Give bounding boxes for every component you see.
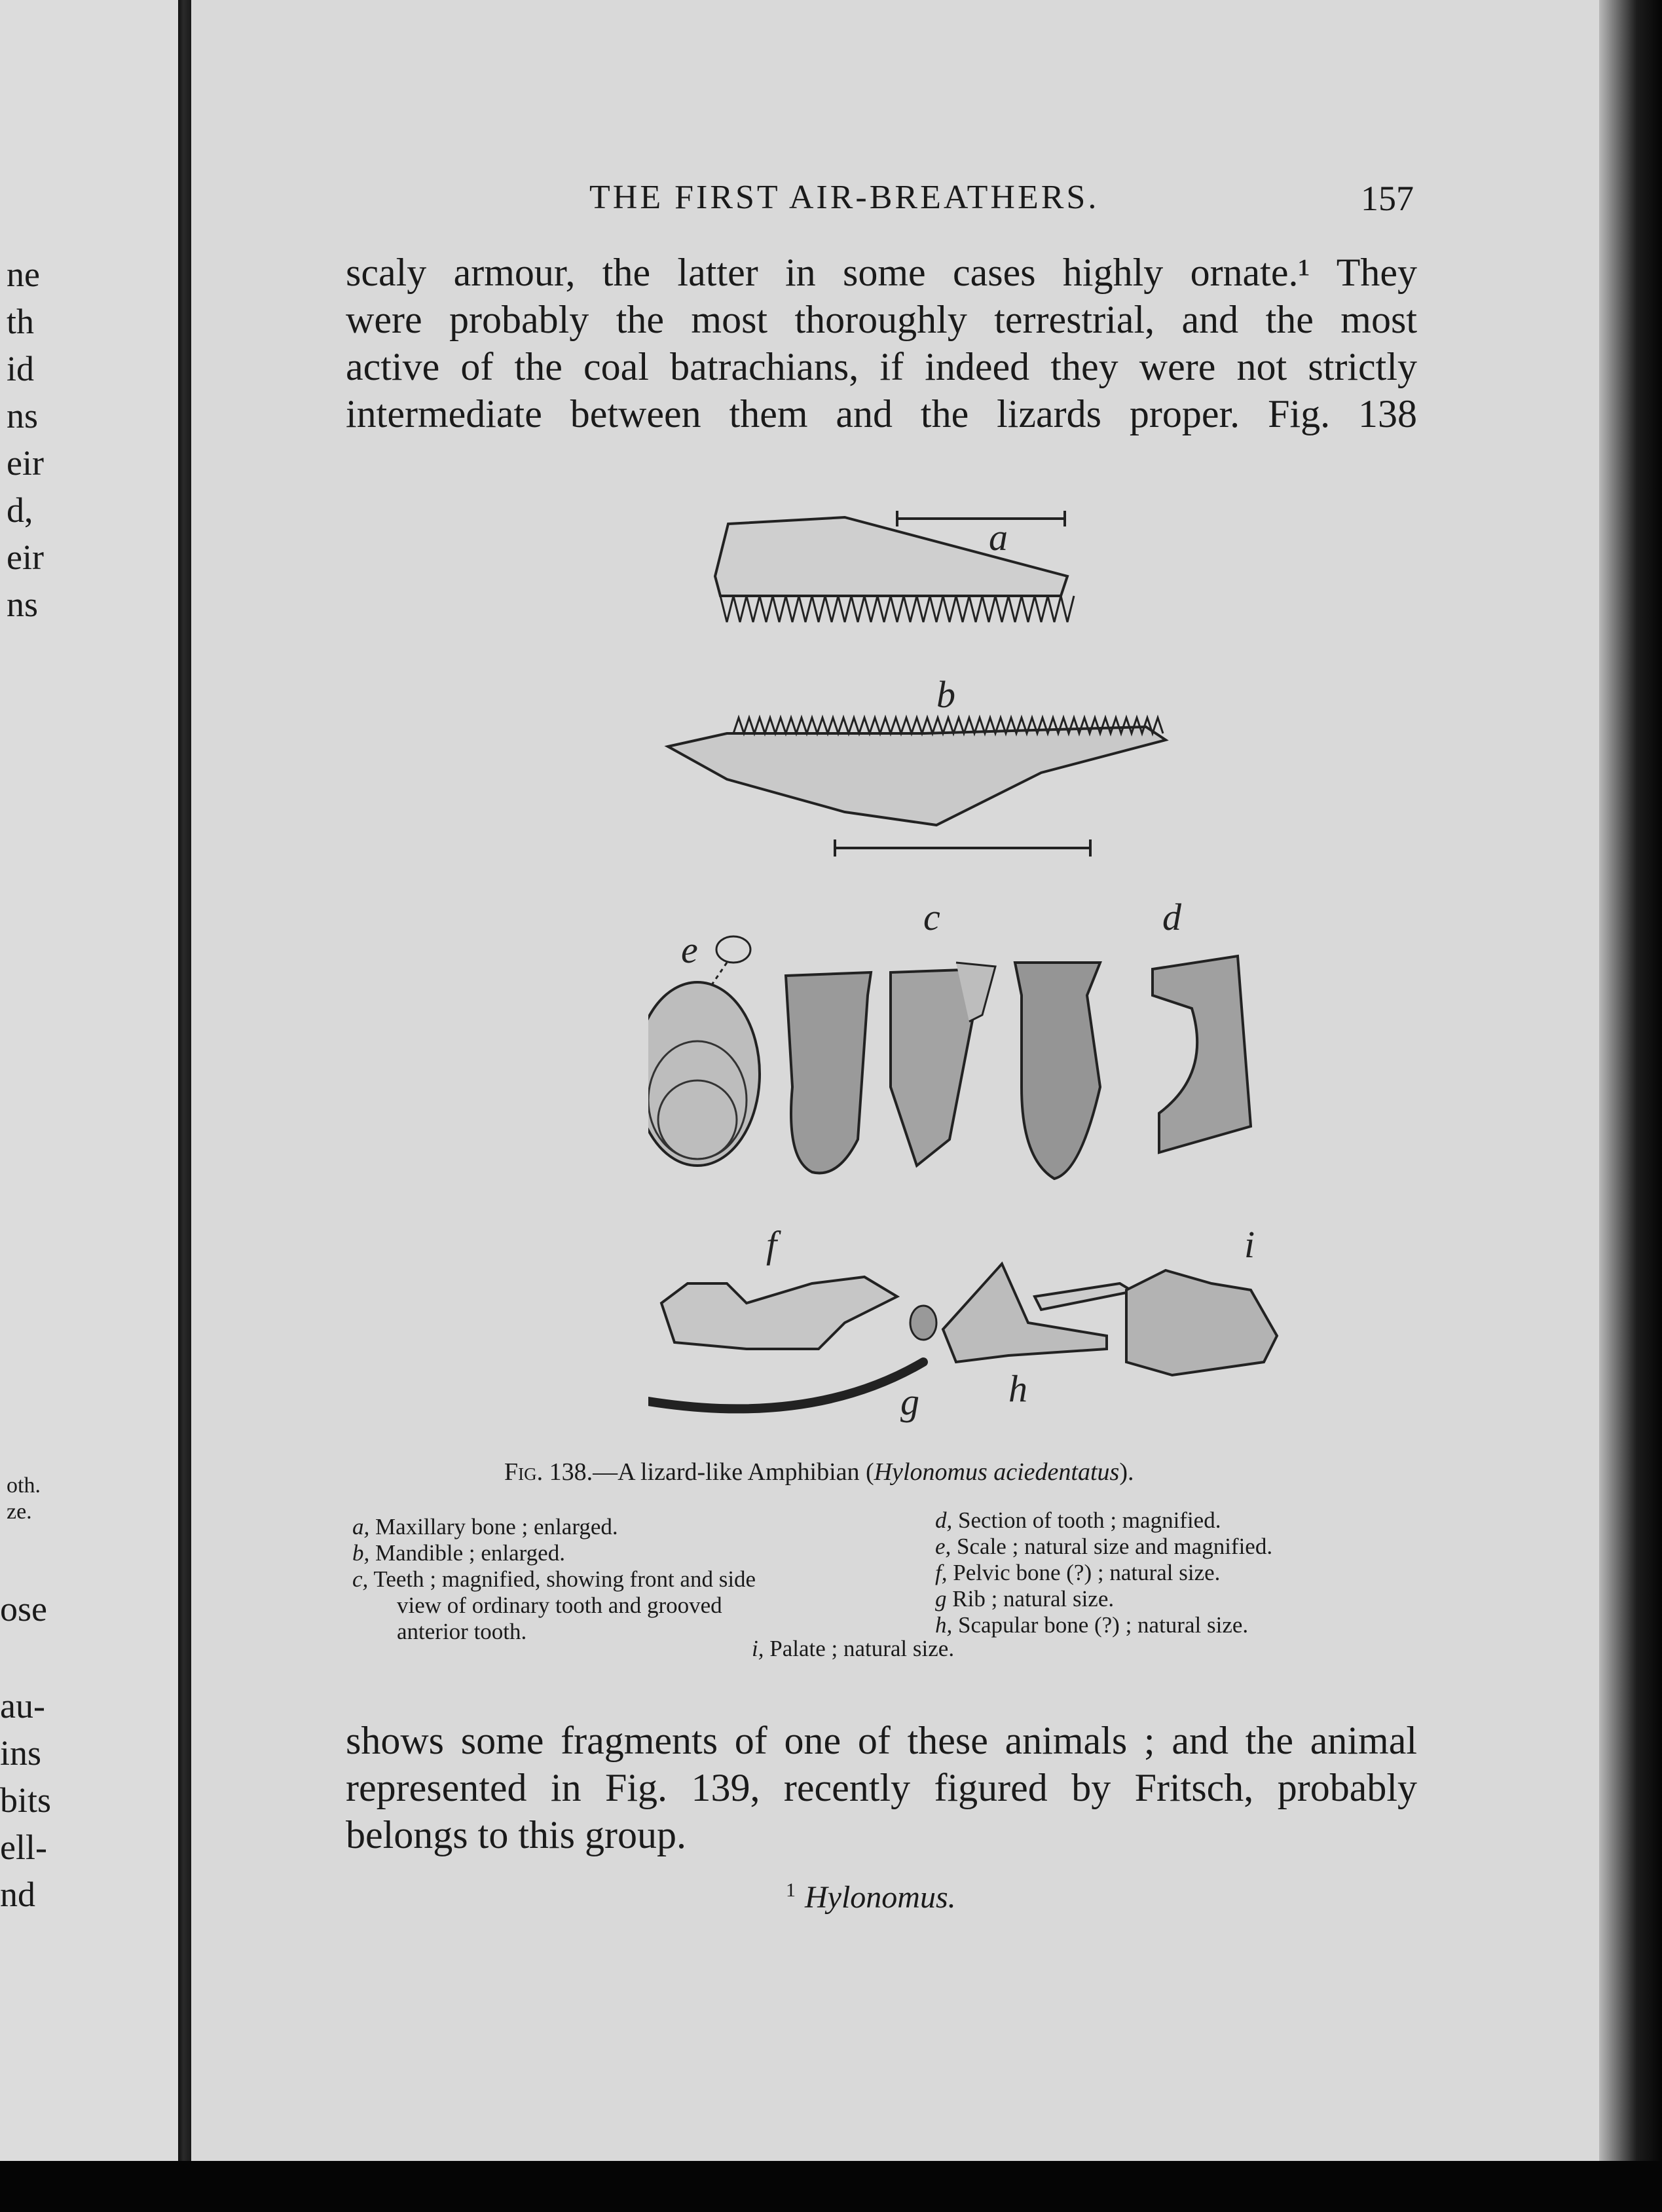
caption-species: Hylonomus aciedentatus	[874, 1458, 1120, 1486]
footnote-marker: 1	[786, 1879, 796, 1901]
tooth-section-drawing	[1153, 896, 1251, 1152]
text-line: belongs to this group.	[346, 1813, 686, 1856]
figure-legend-left	[352, 1514, 756, 1645]
figure-label-b: b	[936, 673, 955, 716]
figure-label-a: a	[989, 516, 1008, 559]
legend-entry: b, Mandible ; enlarged.	[352, 1540, 565, 1566]
book-gutter	[178, 0, 191, 2212]
rib-drawing	[648, 1362, 923, 1423]
scale-drawing	[648, 929, 760, 1166]
legend-entry: h, Scapular bone (?) ; natural size.	[935, 1612, 1249, 1638]
legend-entry: c, Teeth ; magnified, showing front and side	[352, 1566, 756, 1592]
page-number: 157	[1361, 179, 1414, 218]
pelvic-bone-drawing	[661, 1223, 936, 1349]
legend-entry: g Rib ; natural size.	[935, 1586, 1115, 1612]
running-head: THE FIRST AIR-BREATHERS.	[589, 179, 1099, 216]
text-line: shows some fragments of one of these animals ; and the animal	[346, 1719, 1417, 1762]
text-line: active of the coal batrachians, if indeed they were not strictly	[346, 345, 1417, 388]
prev-fragment: ns	[7, 585, 39, 624]
prev-fragment: oth.	[7, 1473, 41, 1498]
figure-label-g: g	[900, 1380, 919, 1423]
prev-fragment: eir	[7, 443, 44, 483]
figure-label-f: f	[766, 1223, 777, 1266]
text-line: were probably the most thoroughly terrestrial, and the most	[346, 298, 1417, 341]
text-line: scaly armour, the latter in some cases highly ornate.¹ They	[346, 251, 1417, 294]
fossil-figure	[648, 498, 1316, 1428]
legend-continuation: view of ordinary tooth and grooved	[397, 1593, 722, 1618]
figure-legend-bottom: i, Palate ; natural size.	[752, 1636, 955, 1661]
prev-fragment: bits	[0, 1780, 52, 1820]
legend-entry: d, Section of tooth ; magnified.	[935, 1507, 1221, 1533]
legend-entry: f, Pelvic bone (?) ; natural size.	[935, 1560, 1221, 1585]
legend-continuation: anterior tooth.	[397, 1619, 527, 1644]
bottom-paragraph	[346, 1717, 1417, 1858]
prev-fragment: ze.	[7, 1500, 32, 1524]
prev-fragment: nd	[0, 1875, 35, 1914]
palate-drawing	[1126, 1223, 1277, 1375]
mandible-drawing	[668, 673, 1166, 857]
maxillary-bone-drawing	[715, 511, 1074, 622]
caption-text: —A lizard-like Amphibian (	[593, 1458, 874, 1486]
figure-label-c: c	[923, 896, 940, 938]
legend-entry: e, Scale ; natural size and magnified.	[935, 1534, 1273, 1559]
page-stack-edge	[1599, 0, 1662, 2212]
figure-label-e: e	[681, 929, 698, 971]
top-paragraph	[346, 249, 1417, 437]
prev-fragment: th	[7, 302, 35, 341]
prev-fragment: ose	[0, 1589, 47, 1629]
text-line: intermediate between them and the lizards proper. Fig. 138	[346, 392, 1417, 435]
figure-legend-right	[935, 1507, 1272, 1638]
teeth-drawing	[786, 896, 1100, 1179]
figure-label-i: i	[1244, 1223, 1255, 1266]
scapular-bone-drawing	[943, 1264, 1133, 1410]
previous-page-edge	[0, 0, 178, 2212]
scanner-bottom-edge	[0, 2161, 1662, 2212]
caption-prefix: Fig. 138.	[504, 1458, 593, 1486]
prev-fragment: au-	[0, 1686, 45, 1725]
prev-fragment: ins	[0, 1733, 42, 1773]
prev-fragment: id	[7, 349, 35, 388]
legend-entry: a, Maxillary bone ; enlarged.	[352, 1514, 618, 1539]
footnote	[786, 1879, 956, 1915]
figure-caption	[504, 1458, 1134, 1486]
footnote-text: Hylonomus.	[805, 1880, 956, 1915]
figure-label-d: d	[1162, 896, 1181, 938]
prev-fragment: ne	[7, 255, 40, 294]
prev-fragment: ell-	[0, 1828, 47, 1867]
prev-fragment: d,	[7, 490, 33, 530]
figure-label-h: h	[1008, 1367, 1027, 1410]
prev-fragment: eir	[7, 538, 44, 577]
caption-suffix: ).	[1119, 1458, 1134, 1486]
prev-fragment: ns	[7, 396, 39, 435]
text-line: represented in Fig. 139, recently figured by Fritsch, probably	[346, 1766, 1417, 1809]
